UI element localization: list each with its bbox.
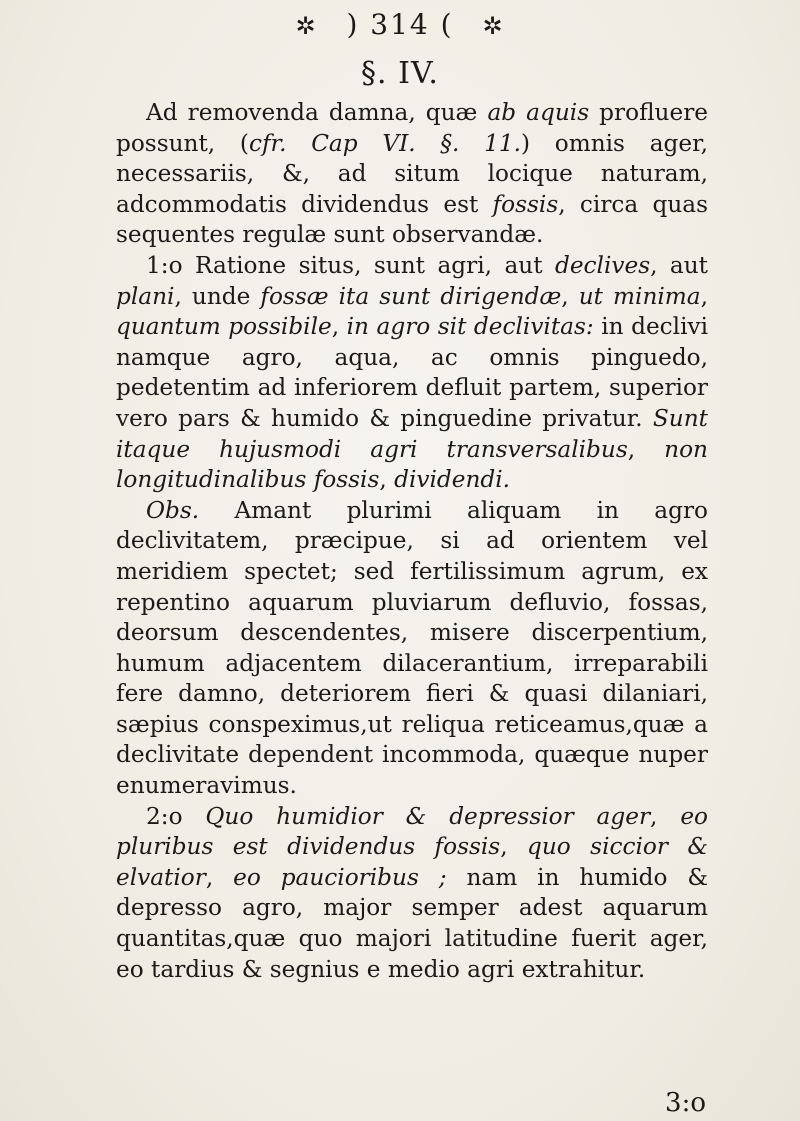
text-run: ,	[205, 863, 234, 891]
catchword: 3:o	[665, 1088, 706, 1118]
ornament-right-icon: ✲	[482, 12, 505, 40]
text-run: nam in humido & depresso agro, major semper adest aquarum quantitas,quæ quo majori latitudine fuerit ager, eo tardius & segnius e medio agri extrahitur.	[116, 863, 708, 983]
text-run: 1:o Ratione situs, sunt agri, aut	[146, 251, 555, 279]
citation: cfr. Cap VI. §. 11.	[248, 129, 521, 157]
paragraph-4	[116, 802, 708, 986]
text-run: ) omnis ager, necessariis, &, ad situm locique naturam, adcommodatis dividendus est	[116, 129, 709, 218]
ornament-left-icon: ✲	[295, 12, 318, 40]
italic-run: declives	[554, 251, 651, 279]
italic-run: dividendi.	[394, 466, 511, 494]
paragraph-2	[116, 251, 708, 496]
italic-run: non longitudinalibus fossis	[116, 435, 708, 494]
page-number: ) 314 (	[346, 8, 454, 41]
text-run: , unde	[174, 282, 261, 310]
text-run: Ad removenda damna, quæ	[146, 99, 488, 126]
text-run: ,	[561, 282, 579, 310]
text-run: profluere possunt, (	[116, 99, 709, 157]
text-run: ,	[700, 282, 708, 310]
italic-run: plani	[116, 282, 175, 310]
text-run: , circa quas sequentes regulæ sunt observandæ.	[116, 190, 708, 249]
running-header	[0, 8, 800, 41]
italic-run: fossis	[492, 190, 559, 218]
text-run: 2:o	[146, 802, 206, 830]
paragraph-3	[116, 496, 708, 802]
italic-run: Quo humidior & depressior ager	[205, 802, 651, 830]
body-text	[116, 98, 708, 985]
italic-run: Sunt itaque hujusmodi agri transversalibus	[116, 404, 708, 463]
italic-run: fossæ ita sunt dirigendæ	[260, 282, 562, 310]
italic-run: eo paucioribus ;	[233, 863, 447, 891]
text-run: ,	[500, 833, 528, 861]
text-run: , aut	[650, 251, 708, 279]
italic-run: quo siccior & elvatior	[116, 833, 708, 891]
italic-run: in agro sit declivitas:	[346, 313, 594, 341]
text-run: Amant plurimi aliquam in agro declivitatem, præcipue, si ad orientem vel meridiem spectet; sed fertilissimum agrum, ex repentino aquarum pluviarum defluvio, fossas, deorsum descendentes, misere discerpentium, humum adjacentem dilacerantium, irreparabili fere damno, deteriorem fieri & quasi dilaniari, sæpius conspeximus,ut reliqua reticeamus,quæ a declivitate dependent incommoda, quæque nuper enumeravimus.	[116, 496, 708, 800]
text-run: ,	[379, 466, 395, 494]
section-title: §. IV.	[361, 56, 439, 91]
italic-run: quantum possibile	[116, 313, 332, 341]
text-run: ,	[627, 435, 665, 463]
text-run: in declivi namque agro, aqua, ac omnis pinguedo, pedetentim ad inferiorem defluit partem, superior vero pars & humido & pinguedine privatur.	[116, 313, 708, 432]
paragraph-1	[116, 98, 708, 251]
text-run: ,	[650, 802, 681, 830]
italic-run: eo pluribus est dividendus fossis	[116, 802, 708, 861]
italic-run: ut minima	[578, 282, 701, 310]
observation-label: Obs.	[146, 496, 200, 524]
text-run: ,	[331, 313, 347, 341]
italic-run: ab aquis	[487, 99, 590, 126]
